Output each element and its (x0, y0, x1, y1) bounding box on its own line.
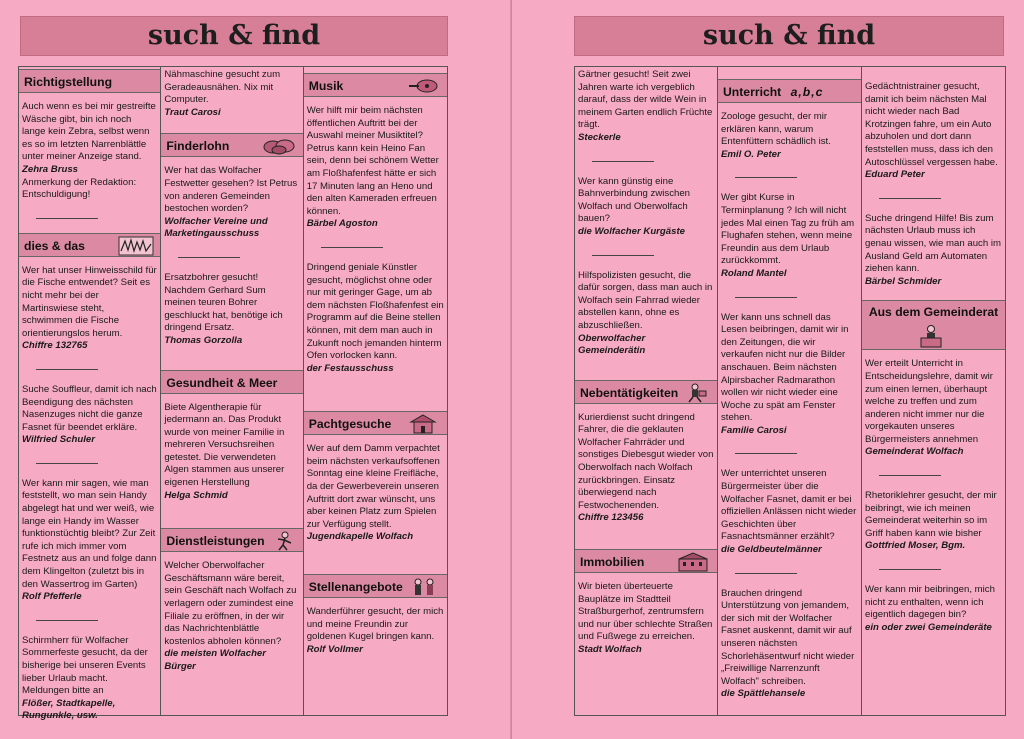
ad-signature: die meisten Wolfacher Bürger (164, 648, 266, 672)
ad-text: Gedächtnistrainer gesucht, damit ich beim nächsten Mal nicht wieder nach Bad Krotzingen fahre, um ein Auto abzuholen und dort dann feststellen muss, dass ich den Autoschlüssel vergessen habe. (865, 81, 998, 168)
ad-text: Ersatzbohrer gesucht! Nachdem Gerhard Sum meinen teuren Bohrer geschluckt hat, benötige ich dringend Ersatz. (164, 271, 283, 334)
ad-signature: Rolf Pfefferle (22, 591, 82, 603)
column-2 (718, 67, 862, 715)
masthead-title: such & find (574, 16, 1004, 56)
separator (36, 463, 98, 464)
ad-text: Biete Algentherapie für jedermann an. Das Produkt wurde von meiner Familie in mehreren Versuchsreihen getestet. Die verwendeten Algen stammen aus unserer eigenen Herstellung (164, 401, 285, 489)
heading-label: Nebentätigkeiten (580, 385, 679, 400)
ad-text: Wer hat unser Hinweisschild für die Fische entwendet? Seit es nicht mehr bei der Martinswiese steht, schwimmen die Fische orientierungslos herum. (22, 264, 157, 339)
column-2 (161, 67, 303, 715)
ad-signature: die Spättlehansele (721, 688, 806, 700)
heading-label: Musik (308, 79, 344, 93)
courier-icon (675, 383, 711, 403)
ad-text: Brauchen dringend Unterstützung von jemandem, der sich mit der Wolfacher Fasnet auskennt, damit wir auf unseren nächsten Schorlehäsentwurf nicht wieder „Freiwillige Narrenzunft Wolfach" schreiben. (721, 587, 855, 687)
house-icon (405, 414, 441, 434)
people-icon (405, 577, 441, 597)
classifieds-grid (574, 66, 1006, 716)
section-heading-stellenangebote (304, 574, 447, 598)
ad-signature: Chiffre 132765 (22, 340, 88, 352)
section-heading-unterricht (718, 79, 861, 103)
separator (321, 247, 383, 248)
ad-signature: Bärbel Agoston (306, 218, 378, 230)
ad-signature: Zehra Bruss (22, 163, 78, 175)
ad-text: Kurierdienst sucht dringend Fahrer, die die geklauten Wolfacher Fahrräder und sonstiges Diebesgut wieder von Oberwolfach nach Wolfach zurückbringen. Einsatz überwiegend nach Festwochenenden. (578, 411, 714, 511)
right-page (512, 0, 1024, 739)
ad-text: Nähmaschine gesucht zum Geradeausnähen. Nix mit Computer. (164, 69, 281, 106)
heading-abc-label: a,b,c (790, 85, 824, 99)
ad-text: Wanderführer gesucht, der mich und meine Freundin zur goldenen Kugel bringen kann. (306, 606, 444, 643)
separator (735, 453, 797, 454)
speaker-podium-icon (916, 324, 946, 348)
ad-text: Schirmherr für Wolfacher Sommerfeste gesucht, da der bisherige bei unseren Events lieber Urlaub macht. Meldungen bitte an (22, 634, 148, 697)
ad-text: Auch wenn es bei mir gestreifte Wäsche gibt, bin ich noch lange kein Zebra, selbst wenn es so im letzten Narrenblättle unter meiner Anzeige stand. (22, 101, 156, 163)
ad-text: Gärtner gesucht! Seit zwei Jahren warte ich vergeblich darauf, dass der wilde Wein in meinem Garten endlich Früchte trägt. (578, 69, 713, 131)
ad-text: Welcher Oberwolfacher Geschäftsmann wäre bereit, sein Geschäft nach Wolfach zu verlagern oder zumindest eine Filiale zu eröffnen, in der wir das Nachrichtenblättle kostenlos abholen können? (164, 560, 297, 647)
ad-signature: Wilfried Schuler (22, 434, 95, 446)
ad-text: Wer gibt Kurse in Terminplanung ? Ich will nicht jedes Mal einen Tag zu früh am Flughafen stehen, wenn meine Freundin aus dem Urlaub zurückkommt. (721, 192, 855, 267)
ad-signature: Gemeinderat Wolfach (865, 446, 964, 458)
ad-text: Wer erteilt Unterricht in Entscheidungslehre, damit wir zum einen lernen, überhaupt welche zu treffen und zum anderen nicht immer nur die vorgekauten unseres Bürgermeisters annehmen (865, 358, 993, 445)
separator (879, 475, 941, 476)
separator (735, 297, 797, 298)
ad-signature: Oberwolfacher Gemeinderätin (578, 332, 646, 357)
ad-text: Suche dringend Hilfe! Bis zum nächsten Urlaub muss ich genau wissen, wie man auch im Ausland Geld am Automaten ziehen kann. (865, 212, 1001, 275)
ad-signature: Flößer, Stadtkapelle, Rungunkle, usw. (22, 697, 116, 722)
ad-signature: Steckerle (578, 131, 621, 143)
ad-text: Suche Souffleur, damit ich nach Beendigung des nächsten Nasenzuges nicht die ganze Fasnet für beendet erkläre. (22, 383, 157, 433)
building-icon (675, 552, 711, 572)
ad-text: Wer hilft mir beim nächsten öffentlichen Auftritt bei der Auswahl meiner Musiktitel? Petrus kann kein Heino Fan sein, denn bei schönem Wetter am Floßhafenfest hätte er sich 17 Minuten lang an Heno und den alten Kameraden erfreuen können. (306, 105, 439, 217)
ad-signature: Emil O. Peter (721, 148, 781, 160)
separator (36, 369, 98, 370)
ad-text: Hilfspolizisten gesucht, die dafür sorgen, dass man auch in Wolfach sein Fahrrad wieder abstellen kann, ohne es abzuschließen. (578, 269, 713, 331)
ad-text: Wer kann uns schnell das Lesen beibringen, damit wir in den Zeitungen, die wir verkaufen nicht nur die Bilder anschauen. Beim nächsten Alpirsbacher Radmarathon wollen wir nicht wieder eine Woche zu spät am Fenster stehen. (721, 311, 849, 424)
ad-text: Zoologe gesucht, der mir erklären kann, warum Entenfüttern schädlich ist. (721, 111, 831, 148)
ad-text: Wer unterrichtet unseren Bürgermeister über die Wolfacher Fasnet, damit er bei offiziellen Anlässen nicht wieder Geschichten über Fasnachtsmänner erzählt? (721, 468, 857, 543)
section-heading-musik (304, 73, 447, 97)
ad-signature: Rolf Vollmer (306, 643, 363, 655)
ad-signature: die Wolfacher Kurgäste (578, 225, 685, 237)
heading-label: Dienstleistungen (166, 534, 265, 549)
separator (178, 257, 240, 258)
separator (36, 620, 98, 621)
column-3 (304, 67, 447, 715)
ad-signature: Jugendkapelle Wolfach (306, 531, 414, 543)
music-horn-icon (405, 76, 441, 96)
heading-label: dies & das (24, 238, 85, 253)
separator (36, 218, 98, 219)
ad-signature: Gottfried Moser, Bgm. (865, 540, 966, 552)
ad-signature: Thomas Gorzolla (164, 334, 243, 346)
heading-label: Immobilien (580, 555, 645, 570)
ad-text: Wir bieten überteuerte Bauplätze im Stadtteil Straßburgerhof, zentrumsfern und nur über schlechte Straßen und Fußwege zu erreichen. (578, 581, 713, 643)
classifieds-grid (18, 66, 448, 722)
ad-signature: die Geldbeutelmänner (721, 544, 822, 556)
ad-signature: Helga Schmid (164, 489, 228, 501)
section-heading-gesundheit: Gesundheit & Meer (161, 370, 302, 394)
section-heading-finderlohn (161, 133, 302, 157)
heading-label: Pachtgesuche (308, 417, 392, 432)
ad-text: Wer kann günstig eine Bahnverbindung zwischen Wolfach und Oberwolfach bauen? (578, 175, 691, 225)
column-3 (862, 67, 1005, 715)
ad-text: Wer kann mir sagen, wie man feststellt, wo man sein Handy abgelegt hat und wer weiß, wie lange ein Handy im Wasser funktionstüchtig bleibt? Zur Zeit rufe ich mich immer vom Festnetz aus an und folge dann dem Klingelton (zuletzt bis in den Wassertrog im Garten) (22, 477, 157, 590)
ad-signature: ein oder zwei Gemeinderäte (865, 621, 992, 633)
ad-signature: Eduard Peter (865, 169, 925, 181)
heading-label: Stellenangebote (308, 580, 403, 595)
separator (592, 161, 654, 162)
ad-signature: Familie Carosi (721, 424, 787, 436)
ad-text: Dringend geniale Künstler gesucht, möglichst ohne oder nur mit geringer Gage, um ab dem nächsten Floßhafenfest ein Programm auf die Beine stellen können, mit dem man auch in Zukunft noch jemanden hinterm Ofen vorlocken kann. (306, 261, 444, 362)
section-heading-gemeinderat (862, 300, 1005, 350)
ad-text: Rhetoriklehrer gesucht, der mir beibringt, wie ich meinen Gemeinderat weiterhin so im Griff haben kann wie bisher (865, 490, 997, 539)
separator (879, 569, 941, 570)
masthead-title: such & find (20, 16, 448, 56)
separator (735, 177, 797, 178)
section-heading-dienstleistungen (161, 528, 302, 552)
separator (879, 198, 941, 199)
section-heading-dies-das (19, 233, 160, 257)
ad-signature: Wolfacher Vereine und Marketingausschuss (164, 215, 268, 240)
heading-label: Unterricht (723, 85, 782, 99)
separator (592, 255, 654, 256)
separator (735, 573, 797, 574)
coins-icon (261, 136, 297, 156)
ad-signature: Bärbel Schmider (865, 275, 942, 287)
ad-signature: Roland Mantel (721, 267, 787, 279)
section-heading-immobilien (575, 549, 717, 573)
column-1 (575, 67, 718, 715)
zigzag-icon (118, 236, 154, 256)
section-heading-pachtgesuche (304, 411, 447, 435)
ad-signature: Stadt Wolfach (578, 644, 642, 655)
ad-text: Wer auf dem Damm verpachtet beim nächsten verkaufsoffenen Sonntag eine kleine Freifläche, da der Gewerbeverein unseren Auftritt dort zwar wünscht, uns aber keinen Platz zum Spielen zur Verfügung stellt. (306, 443, 440, 530)
ad-signature: Chiffre 123456 (578, 512, 644, 524)
section-heading-richtigstellung: Richtigstellung (19, 69, 160, 93)
ad-text: Wer hat das Wolfacher Festwetter gesehen? Ist Petrus von anderen Gemeinden bestochen worden? (164, 165, 298, 215)
ad-note: Anmerkung der Redaktion: Entschuldigung! (22, 176, 137, 201)
ad-text: Wer kann mir beibringen, mich nicht zu enthalten, wenn ich eigentlich dagegen bin? (865, 584, 995, 621)
worker-icon (261, 531, 297, 551)
heading-label: Finderlohn (166, 139, 230, 154)
section-heading-nebentaetigkeiten (575, 380, 717, 404)
heading-label: Aus dem Gemeinderat (868, 305, 999, 320)
ad-signature: Traut Carosi (164, 106, 221, 118)
column-1 (19, 67, 161, 722)
ad-signature: der Festausschuss (306, 362, 394, 374)
